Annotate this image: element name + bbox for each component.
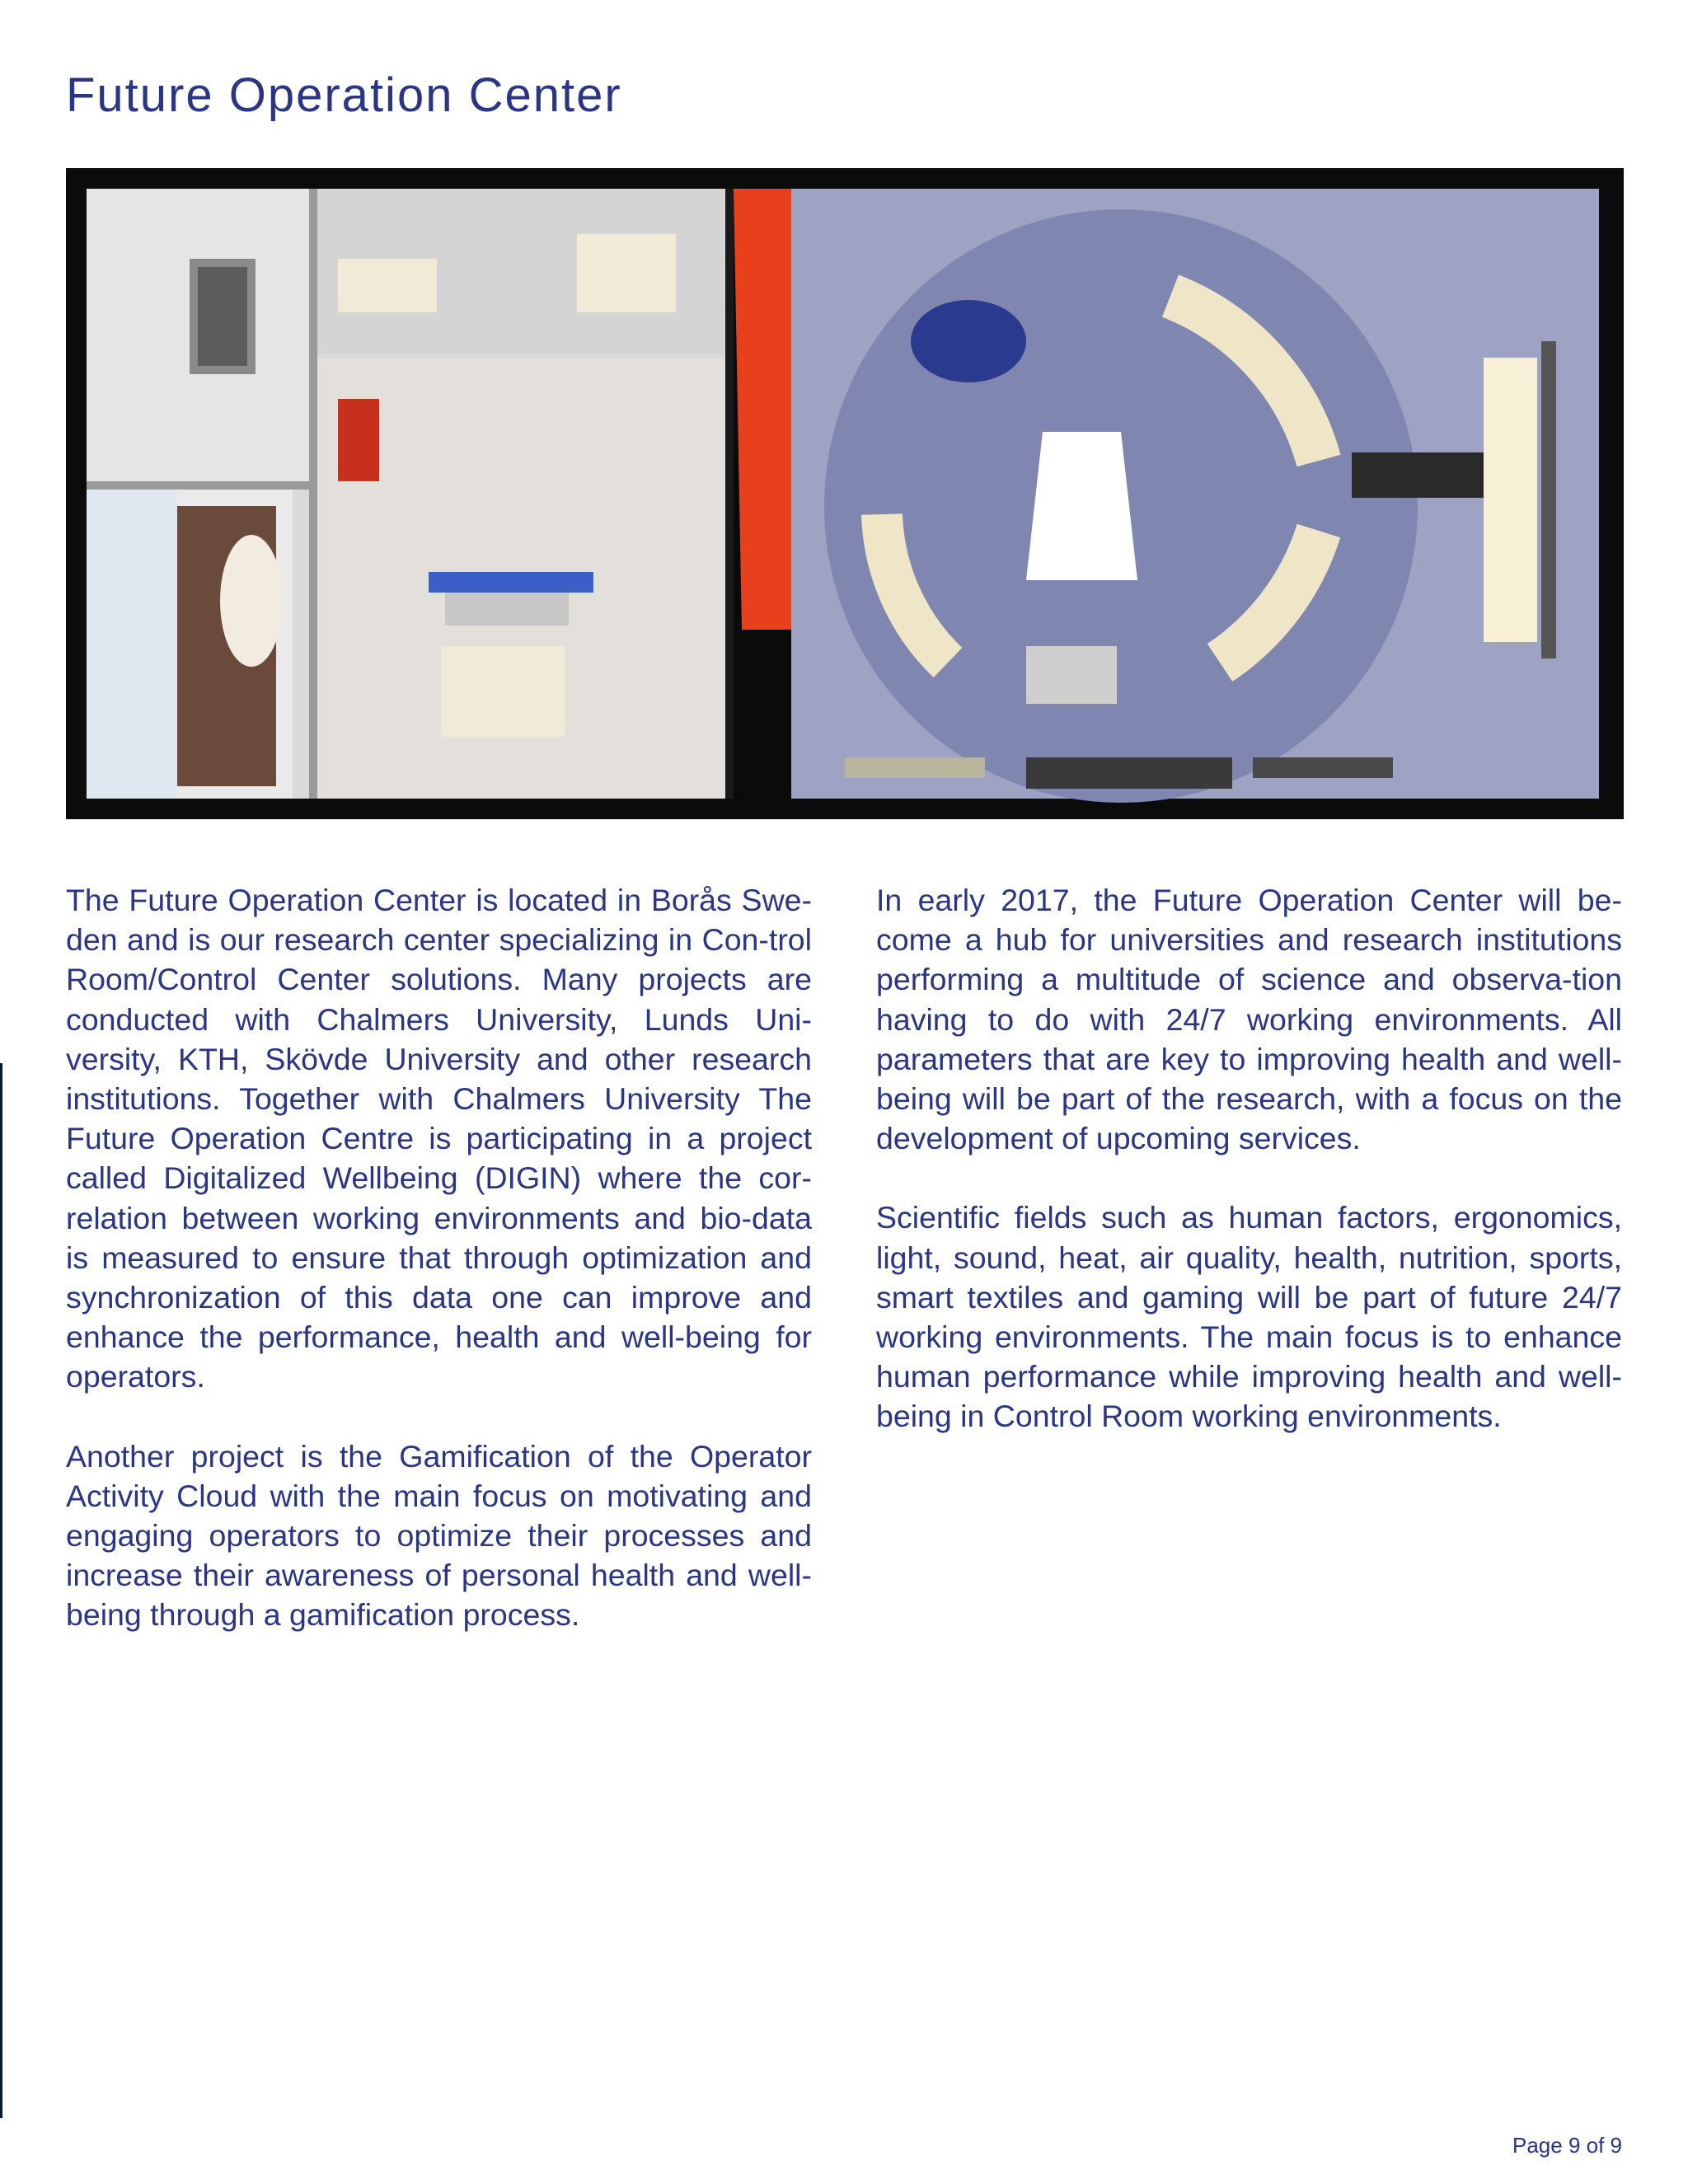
left-margin-rule [0,1063,2,2118]
right-paragraph-2: Scientific fields such as human factors, ergonomics, light, sound, heat, air quality, health, nutrition, sports, smart textiles and gaming will be part of future 24/7 working environments. The main focus is to enhance human performance while improving health and well-being in Control Room working environments. [876,1200,1622,1434]
right-paragraph-1: In early 2017, the Future Operation Center will be-come a hub for universities and research institutions performing a multitude of science and observa-tion having to do with 24/7 working environments. All parameters that are key to improving health and well-being will be part of the research, with a focus on the development of upcoming services. [876,883,1622,1156]
left-paragraph-2: Another project is the Gamification of the Operator Activity Cloud with the main focus on motivating and engaging operators to optimize their processes and increase their awareness of personal health and well-being through a gamification process. [66,1438,812,1633]
page-title: Future Operation Center [66,68,622,122]
left-text-column [66,880,812,1675]
floor-plan-image [66,168,1624,819]
right-text-column [876,880,1622,1476]
floor-plan-rendering-icon [66,168,1624,819]
left-paragraph-1: The Future Operation Center is located in Borås Swe-den and is our research center specializing in Con-trol Room/Control Center solutions. Many projects are conducted with Chalmers University, Lunds Uni-versity, KTH, Skövde University and other research institutions. Together with Chalmers University The Future Operation Centre is participating in a project called Digitalized Wellbeing (DIGIN) where the cor-relation between working environments and bio-data is measured to ensure that through optimization and synchronization of this data one can improve and enhance the performance, health and well-being for operators. [66,883,812,1394]
page-number: Page 9 of 9 [1512,2133,1622,2158]
